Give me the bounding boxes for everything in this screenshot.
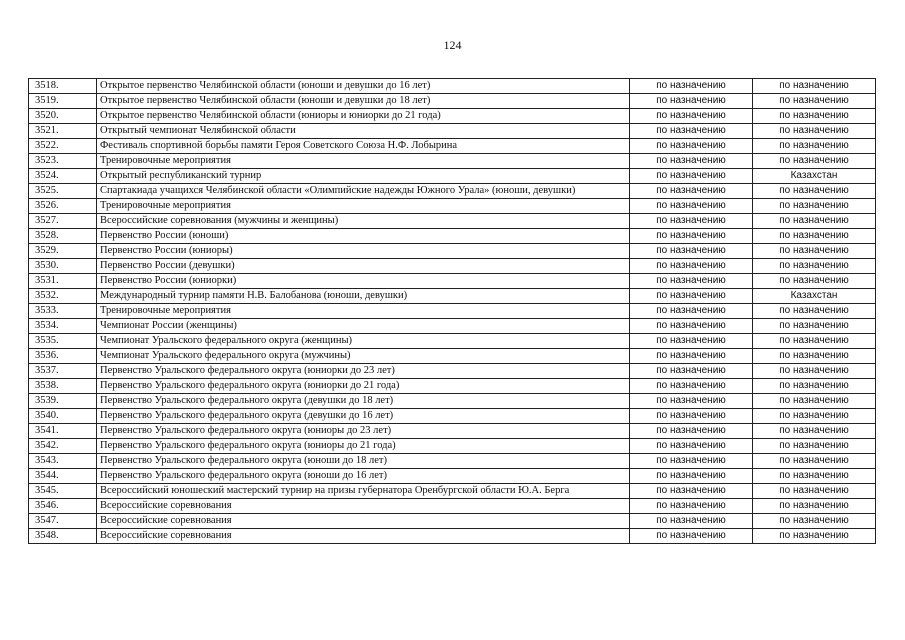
assignment-b: по назначению [753, 79, 876, 94]
table-row [29, 79, 876, 94]
assignment-b: по назначению [753, 319, 876, 334]
event-name: Открытое первенство Челябинской области (юноши и девушки до 18 лет) [97, 94, 630, 109]
event-name: Чемпионат России (женщины) [97, 319, 630, 334]
event-name: Первенство России (девушки) [97, 259, 630, 274]
event-name: Первенство России (юноши) [97, 229, 630, 244]
page-number: 124 [443, 38, 462, 52]
event-name: Первенство России (юниоры) [97, 244, 630, 259]
row-number: 3546. [29, 499, 97, 514]
table-row [29, 484, 876, 499]
event-name: Открытое первенство Челябинской области (юноши и девушки до 16 лет) [97, 79, 630, 94]
table-row [29, 394, 876, 409]
events-table-body [29, 79, 876, 544]
assignment-b: по назначению [753, 199, 876, 214]
assignment-b: по назначению [753, 424, 876, 439]
table-row [29, 334, 876, 349]
assignment-a: по назначению [630, 199, 753, 214]
row-number: 3526. [29, 199, 97, 214]
assignment-a: по назначению [630, 409, 753, 424]
table-row [29, 424, 876, 439]
assignment-a: по назначению [630, 424, 753, 439]
assignment-a: по назначению [630, 289, 753, 304]
event-name: Тренировочные мероприятия [97, 199, 630, 214]
assignment-a: по назначению [630, 349, 753, 364]
assignment-b: по назначению [753, 214, 876, 229]
row-number: 3534. [29, 319, 97, 334]
table-row [29, 454, 876, 469]
event-name: Первенство Уральского федерального округа (юниорки до 23 лет) [97, 364, 630, 379]
assignment-a: по назначению [630, 214, 753, 229]
assignment-a: по назначению [630, 499, 753, 514]
event-name: Открытый чемпионат Челябинской области [97, 124, 630, 139]
row-number: 3545. [29, 484, 97, 499]
row-number: 3542. [29, 439, 97, 454]
assignment-b: по назначению [753, 94, 876, 109]
event-name: Первенство Уральского федерального округа (юноши до 16 лет) [97, 469, 630, 484]
table-row [29, 154, 876, 169]
event-name: Первенство России (юниорки) [97, 274, 630, 289]
table-row [29, 304, 876, 319]
row-number: 3535. [29, 334, 97, 349]
assignment-a: по назначению [630, 334, 753, 349]
assignment-a: по назначению [630, 229, 753, 244]
row-number: 3531. [29, 274, 97, 289]
row-number: 3548. [29, 529, 97, 544]
row-number: 3532. [29, 289, 97, 304]
row-number: 3539. [29, 394, 97, 409]
assignment-a: по назначению [630, 364, 753, 379]
assignment-b: по назначению [753, 454, 876, 469]
assignment-a: по назначению [630, 304, 753, 319]
row-number: 3528. [29, 229, 97, 244]
event-name: Всероссийские соревнования [97, 529, 630, 544]
table-row [29, 214, 876, 229]
event-name: Открытое первенство Челябинской области (юниоры и юниорки до 21 года) [97, 109, 630, 124]
row-number: 3537. [29, 364, 97, 379]
event-name: Чемпионат Уральского федерального округа (женщины) [97, 334, 630, 349]
assignment-b: по назначению [753, 184, 876, 199]
event-name: Всероссийские соревнования [97, 499, 630, 514]
row-number: 3521. [29, 124, 97, 139]
assignment-b: по назначению [753, 529, 876, 544]
table-row [29, 124, 876, 139]
assignment-b: по назначению [753, 469, 876, 484]
event-name: Первенство Уральского федерального округа (юниоры до 21 года) [97, 439, 630, 454]
row-number: 3523. [29, 154, 97, 169]
assignment-a: по назначению [630, 79, 753, 94]
assignment-a: по назначению [630, 109, 753, 124]
event-name: Фестиваль спортивной борьбы памяти Героя Советского Союза Н.Ф. Лобырина [97, 139, 630, 154]
event-name: Всероссийские соревнования (мужчины и женщины) [97, 214, 630, 229]
assignment-a: по назначению [630, 169, 753, 184]
event-name: Первенство Уральского федерального округа (юноши до 18 лет) [97, 454, 630, 469]
row-number: 3522. [29, 139, 97, 154]
table-row [29, 274, 876, 289]
assignment-b: по назначению [753, 484, 876, 499]
row-number: 3547. [29, 514, 97, 529]
row-number: 3533. [29, 304, 97, 319]
event-name: Спартакиада учащихся Челябинской области «Олимпийские надежды Южного Урала» (юноши, девушки) [97, 184, 630, 199]
table-row [29, 139, 876, 154]
assignment-a: по назначению [630, 259, 753, 274]
assignment-a: по назначению [630, 184, 753, 199]
table-row [29, 319, 876, 334]
table-row [29, 529, 876, 544]
event-name: Тренировочные мероприятия [97, 304, 630, 319]
assignment-a: по назначению [630, 484, 753, 499]
assignment-b: по назначению [753, 394, 876, 409]
assignment-a: по назначению [630, 454, 753, 469]
assignment-a: по назначению [630, 319, 753, 334]
table-row [29, 499, 876, 514]
assignment-a: по назначению [630, 439, 753, 454]
row-number: 3529. [29, 244, 97, 259]
assignment-a: по назначению [630, 379, 753, 394]
event-name: Первенство Уральского федерального округа (девушки до 18 лет) [97, 394, 630, 409]
assignment-a: по назначению [630, 469, 753, 484]
assignment-b: по назначению [753, 349, 876, 364]
table-row [29, 379, 876, 394]
assignment-b: по назначению [753, 259, 876, 274]
assignment-a: по назначению [630, 529, 753, 544]
row-number: 3540. [29, 409, 97, 424]
row-number: 3518. [29, 79, 97, 94]
table-row [29, 109, 876, 124]
assignment-b: по назначению [753, 304, 876, 319]
event-name: Первенство Уральского федерального округа (юниорки до 21 года) [97, 379, 630, 394]
table-row [29, 289, 876, 304]
event-name: Всероссийский юношеский мастерский турнир на призы губернатора Оренбургской области Ю.А. Берга [97, 484, 630, 499]
event-name: Первенство Уральского федерального округа (юниоры до 23 лет) [97, 424, 630, 439]
assignment-a: по назначению [630, 274, 753, 289]
table-row [29, 349, 876, 364]
row-number: 3543. [29, 454, 97, 469]
table-row [29, 199, 876, 214]
assignment-b: по назначению [753, 229, 876, 244]
row-number: 3536. [29, 349, 97, 364]
table-row [29, 244, 876, 259]
assignment-a: по назначению [630, 94, 753, 109]
event-name: Чемпионат Уральского федерального округа (мужчины) [97, 349, 630, 364]
assignment-a: по назначению [630, 139, 753, 154]
assignment-a: по назначению [630, 124, 753, 139]
assignment-b: по назначению [753, 109, 876, 124]
assignment-b: по назначению [753, 139, 876, 154]
events-table [28, 78, 876, 544]
assignment-b: Казахстан [753, 289, 876, 304]
row-number: 3519. [29, 94, 97, 109]
assignment-b: по назначению [753, 154, 876, 169]
table-row [29, 409, 876, 424]
row-number: 3530. [29, 259, 97, 274]
assignment-b: по назначению [753, 334, 876, 349]
row-number: 3541. [29, 424, 97, 439]
table-row [29, 364, 876, 379]
event-name: Международный турнир памяти Н.В. Балобанова (юноши, девушки) [97, 289, 630, 304]
table-row [29, 169, 876, 184]
table-row [29, 469, 876, 484]
assignment-b: по назначению [753, 499, 876, 514]
assignment-b: по назначению [753, 244, 876, 259]
assignment-b: по назначению [753, 124, 876, 139]
assignment-b: по назначению [753, 379, 876, 394]
event-name: Первенство Уральского федерального округа (девушки до 16 лет) [97, 409, 630, 424]
assignment-b: по назначению [753, 439, 876, 454]
assignment-b: по назначению [753, 409, 876, 424]
assignment-a: по назначению [630, 394, 753, 409]
assignment-b: Казахстан [753, 169, 876, 184]
table-row [29, 94, 876, 109]
table-row [29, 439, 876, 454]
event-name: Тренировочные мероприятия [97, 154, 630, 169]
table-row [29, 229, 876, 244]
event-name: Открытый республиканский турнир [97, 169, 630, 184]
table-row [29, 259, 876, 274]
row-number: 3524. [29, 169, 97, 184]
table-row [29, 514, 876, 529]
row-number: 3527. [29, 214, 97, 229]
assignment-a: по назначению [630, 154, 753, 169]
assignment-a: по назначению [630, 514, 753, 529]
table-row [29, 184, 876, 199]
assignment-b: по назначению [753, 274, 876, 289]
assignment-a: по назначению [630, 244, 753, 259]
assignment-b: по назначению [753, 514, 876, 529]
event-name: Всероссийские соревнования [97, 514, 630, 529]
assignment-b: по назначению [753, 364, 876, 379]
row-number: 3520. [29, 109, 97, 124]
row-number: 3544. [29, 469, 97, 484]
row-number: 3525. [29, 184, 97, 199]
row-number: 3538. [29, 379, 97, 394]
